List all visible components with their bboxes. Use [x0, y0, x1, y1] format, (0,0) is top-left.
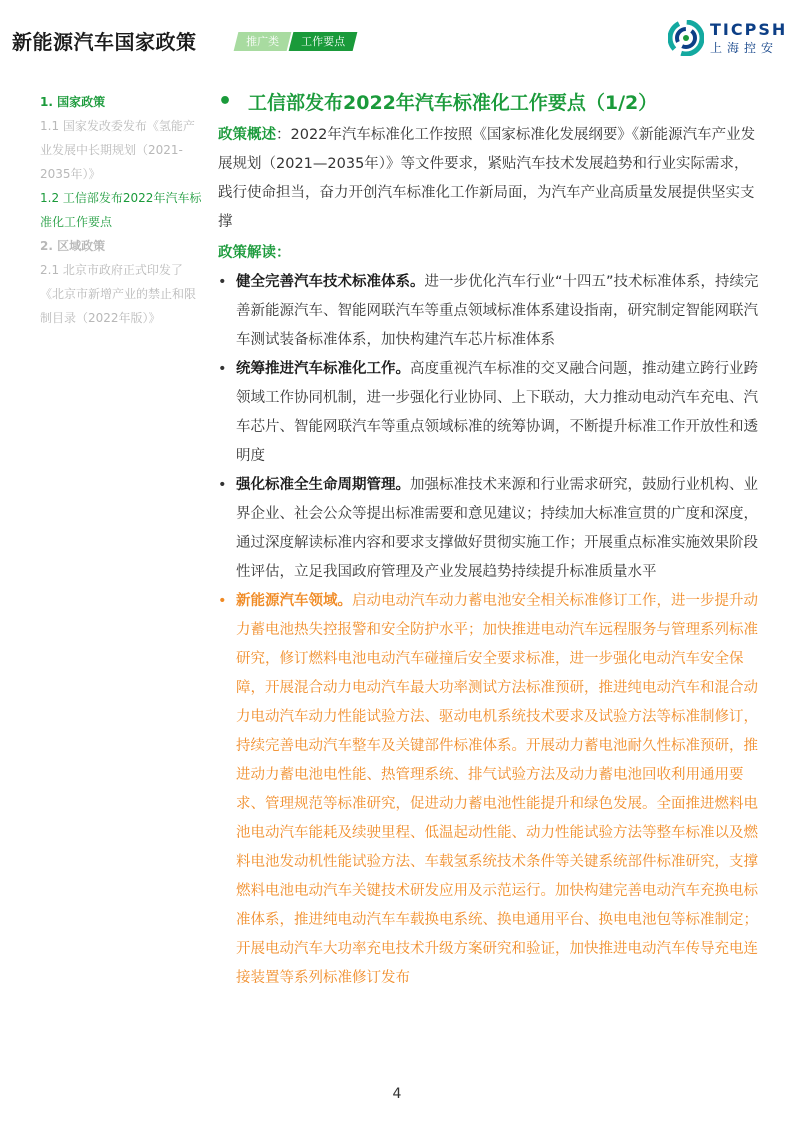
overview-label: 政策概述 [218, 127, 276, 143]
tag-promotion: 推广类 [234, 32, 292, 51]
logo-chinese: 上海控安 [710, 41, 779, 55]
tag-work-points: 工作要点 [289, 32, 358, 51]
bullet-heading: 新能源汽车领域。 [236, 593, 352, 609]
interpretation-label: 政策解读： [218, 245, 291, 261]
bullet-icon: • [218, 274, 227, 290]
bullet-icon: • [218, 477, 227, 493]
bullet-text: 高度重视汽车标准的交叉融合问题，推动建立跨行业跨领域工作协同机制，进一步强化行业协同、上下联动，大力推动电动汽车充电、汽车芯片、智能网联汽车等重点领域标准的统筹协调，不断提升标准工作开放性和透明度 [236, 361, 758, 464]
logo-english: TICPSH [710, 20, 788, 39]
policy-overview [218, 121, 763, 237]
bullet-heading: 统筹推进汽车标准化工作。 [236, 361, 410, 377]
bullet-text: 进一步优化汽车行业“十四五”技术标准体系，持续完善新能源汽车、智能网联汽车等重点领域标准体系建设指南，研究制定智能网联汽车测试装备标准体系，加快构建汽车芯片标准体系 [236, 274, 759, 348]
page-number: 4 [392, 1086, 402, 1102]
main-content [218, 88, 763, 993]
list-item [218, 268, 763, 355]
bullet-icon: • [218, 361, 227, 377]
logo-swirl-icon [668, 20, 704, 56]
bullet-heading: 健全完善汽车技术标准体系。 [236, 274, 425, 290]
overview-text: ：2022年汽车标准化工作按照《国家标准化发展纲要》《新能源汽车产业发展规划（2021—2035年）》等文件要求，紧贴汽车技术发展趋势和行业实际需求，践行使命担当，奋力开创汽车标准化工作新局面，为汽车产业高质量发展提供坚实支撑 [218, 127, 756, 230]
company-logo [668, 20, 787, 56]
toc-item-national-policy[interactable]: 1. 国家政策 [40, 95, 106, 109]
section-heading: • 工信部发布2022年汽车标准化工作要点（1/2） [218, 88, 658, 114]
list-item [218, 587, 763, 993]
table-of-contents [40, 90, 205, 330]
category-tags [236, 32, 355, 51]
bullet-text: 启动电动汽车动力蓄电池安全相关标准修订工作，进一步提升动力蓄电池热失控报警和安全防护水平；加快推进电动汽车远程服务与管理系列标准研究，修订燃料电池电动汽车碰撞后安全要求标准，进一步强化电动汽车安全保障，开展混合动力电动汽车最大功率测试方法标准预研，推进纯电动汽车和混合动力电动汽车动力性能试验方法、驱动电机系统技术要求及试验方法等标准制修订，持续完善电动汽车整车及关键部件标准体系。开展动力蓄电池耐久性标准预研，推进动力蓄电池电性能、热管理系统、排气试验方法及动力蓄电池回收利用通用要求、管理规范等标准研究，促进动力蓄电池性能提升和绿色发展。全面推进燃料电池电动汽车能耗及续驶里程、低温起动性能、动力性能试验方法等整车标准以及燃料电池发动机性能试验方法、车载氢系统技术条件等关键系统部件标准研究，支撑燃料电池电动汽车关键技术研发应用及示范运行。加快构建完善电动汽车充换电标准体系，推进纯电动汽车车载换电系统、换电通用平台、换电电池包等标准制定；开展电动汽车大功率充电技术升级方案研究和验证，加快推进电动汽车传导充电连接装置等系列标准修订发布 [236, 593, 758, 986]
page-title: 新能源汽车国家政策 [12, 30, 197, 54]
toc-item-hydrogen-plan[interactable]: 1.1 国家发改委发布《氢能产业发展中长期规划（2021-2035年）》 [40, 119, 195, 181]
toc-item-auto-standardization[interactable]: 1.2 工信部发布2022年汽车标准化工作要点 [40, 191, 202, 229]
list-item [218, 355, 763, 471]
toc-item-regional-policy[interactable]: 2. 区域政策 [40, 239, 106, 253]
bullet-heading: 强化标准全生命周期管理。 [236, 477, 410, 493]
bullet-text: 加强标准技术来源和行业需求研究，鼓励行业机构、业界企业、社会公众等提出标准需要和意见建议；持续加大标准宣贯的广度和深度，通过深度解读标准内容和要求支撑做好贯彻实施工作；开展重点标准实施效果阶段性评估，立足我国政府管理及产业发展趋势持续提升标准质量水平 [236, 477, 758, 580]
list-item [218, 471, 763, 587]
toc-item-beijing-catalog[interactable]: 2.1 北京市政府正式印发了《北京市新增产业的禁止和限制目录（2022年版）》 [40, 263, 197, 325]
bullet-icon: • [218, 593, 227, 609]
heading-bullet-icon: • [218, 88, 233, 114]
